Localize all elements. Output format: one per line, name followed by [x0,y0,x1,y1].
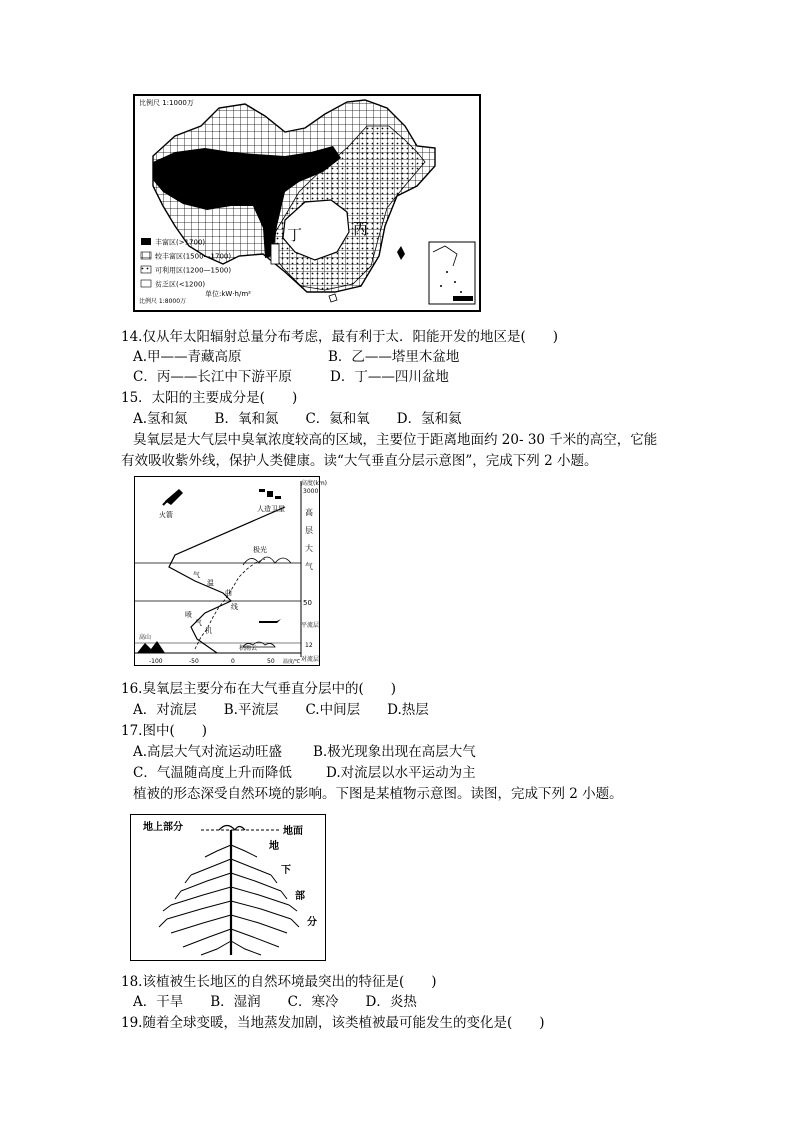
height-12: 12 [305,642,313,649]
label-below-0: 地 [269,841,279,852]
map-graphic [135,96,479,310]
label-ground: 地面 [283,826,303,837]
height-axis-label: 高度(km) [301,480,328,487]
q17-option-a[interactable]: A.高层大气对流运动旺盛 [133,744,283,760]
x-tick-0: 0 [231,658,235,665]
label-cloud: 积雨云 [239,645,258,652]
label-rocket: 火箭 [159,511,173,519]
south-china-sea-inset [429,242,475,304]
legend-fairly-rich: 较丰富区(1500—1700) [155,252,232,261]
atmosphere-layers-diagram [134,476,328,666]
curve-label-2: 曲 [225,589,232,597]
upper-3: 气 [305,562,313,571]
height-50: 50 [303,599,312,607]
plant-graphic [131,815,325,960]
lateral-roots [159,845,299,955]
upper-2: 大 [305,544,313,553]
x-tick-neg50: -50 [189,658,199,665]
curve-label-1: 温 [207,579,214,587]
intro-ozone-line1: 臭氧层是大气层中臭氧浓度较高的区域，主要位于距离地面约 20- 30 千米的高空，它能 [133,432,658,448]
q19-stem: 19.随着全球变暖，当地蒸发加剧，该类植被最可能发生的变化是( ) [121,1015,545,1031]
map-unit: 单位:kW·h/m² [205,290,251,298]
label-bing: 丙 [353,220,369,238]
label-mountain: 高山 [139,634,152,641]
curve-label-3: 线 [231,603,238,611]
x-tick-50: 50 [267,658,275,665]
q15-options[interactable]: A.氢和氮 B．氧和氮 C．氦和氧 D．氢和氦 [133,411,462,427]
legend-usable: 可利用区(1200—1500) [155,266,232,275]
q14-option-b[interactable]: B．乙——塔里木盆地 [328,349,460,365]
intro-ozone-line2: 有效吸收紫外线，保护人类健康。读“大气垂直分层示意图”，完成下列 2 小题。 [121,453,598,469]
q16-options[interactable]: A．对流层 B.平流层 C.中间层 D.热层 [133,702,429,718]
q18-options[interactable]: A．干旱 B．湿润 C．寒冷 D．炎热 [133,994,417,1010]
plant-root-diagram [130,814,326,961]
q14-option-c[interactable]: C．丙——长江中下游平原 [133,369,292,385]
height-3000: 3000 [303,488,319,495]
temperature-curve [169,507,285,653]
q16-stem: 16.臭氧层主要分布在大气垂直分层中的( ) [121,681,397,697]
map-scale-top: 比例尺 1:1000万 [139,99,194,107]
label-below-1: 下 [281,865,291,876]
label-troposphere: 对流层 [301,656,320,663]
q14-option-a[interactable]: A.甲——青藏高原 [133,349,242,365]
curve-label-0: 气 [193,571,200,579]
label-below-2: 部 [295,891,305,902]
above-ground-plant [219,826,245,831]
q14-stem: 14.仅从年太阳辐射总量分布考虑，最有利于太．阳能开发的地区是( ) [121,329,559,345]
jet-label-1: 气 [195,619,202,627]
jet-label-0: 喷 [185,611,192,619]
label-satellite: 人造卫星 [257,505,285,513]
q17-option-c[interactable]: C．气温随高度上升而降低 [133,765,292,781]
label-stratosphere: 平流层 [301,622,320,629]
jet-plane-icon [259,619,281,623]
q15-stem: 15．太阳的主要成分是( ) [121,390,298,406]
label-ding: 丁 [287,226,303,244]
aurora-icon [243,557,291,565]
solar-radiation-map [133,94,481,312]
q17-option-d[interactable]: D.对流层以水平运动为主 [326,765,476,781]
upper-1: 层 [305,526,313,535]
map-scale-bottom: 比例尺 1:8000万 [139,298,187,305]
upper-0: 高 [305,508,313,517]
x-axis-label: 温度/℃ [283,659,301,665]
label-below-3: 分 [307,917,317,928]
label-above-ground: 地上部分 [143,822,183,833]
q17-stem: 17.图中( ) [121,723,208,739]
intro-plant: 植被的形态深受自然环境的影响。下图是某植物示意图。读图，完成下列 2 小题。 [133,786,623,802]
q14-option-d[interactable]: D．丁——四川盆地 [330,369,449,385]
rocket-icon [163,489,183,505]
legend-poor: 贫乏区(<1200) [155,280,206,289]
x-tick-neg100: -100 [149,658,163,665]
jet-label-2: 机 [205,627,212,635]
legend-rich: 丰富区(>1700) [155,238,206,247]
satellite-icon [259,489,281,499]
q17-option-b[interactable]: B.极光现象出现在高层大气 [313,744,476,760]
atmosphere-graphic [135,477,328,665]
label-aurora: 极光 [253,546,267,554]
q18-stem: 18.该植被生长地区的自然环境最突出的特征是( ) [121,974,437,990]
